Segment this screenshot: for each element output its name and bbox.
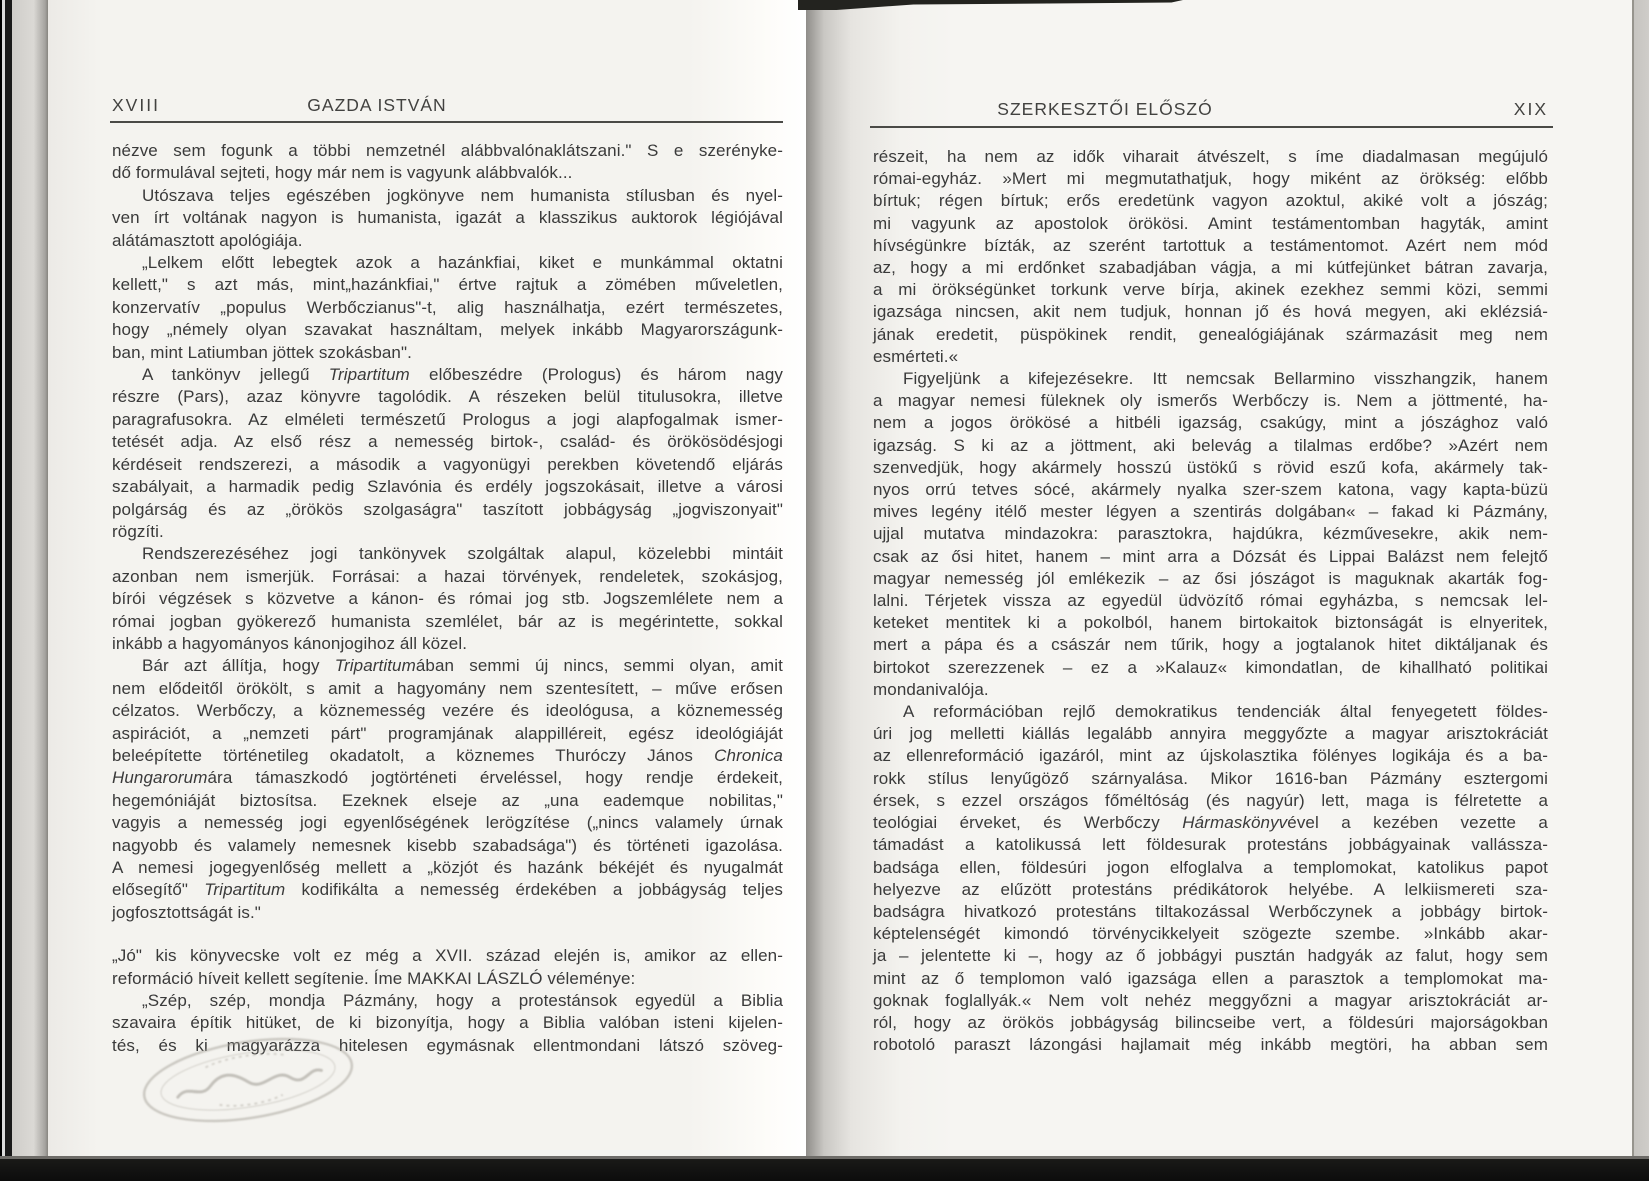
paragraph xyxy=(112,140,783,185)
text-line: Figyeljünk a kifejezésekre. Itt nemcsak Bellarmino visszhangzik, hanem xyxy=(903,369,1548,389)
text-line: az, hogy a mi erdőnket szabadjában vágja, a mi kútfejünket bátran zavarja, xyxy=(873,258,1548,278)
text-line: római-egyház. »Mert mi megmutathatjuk, hogy miként az örökség: előbb xyxy=(873,169,1548,189)
text-line: rögzíti. xyxy=(112,521,164,541)
text-line: a mi örökségünket torkunk verve bírja, akinek ezekhez semmi közi, semmi xyxy=(873,280,1548,300)
right-running-title: SZERKESZTŐI ELŐSZÓ xyxy=(997,99,1213,119)
text-line: mi vagyunk az apostolok örökösi. Amint testámentomban hagyták, amint xyxy=(873,213,1548,233)
text-line: részre (Pars), azaz könyvre tagolódik. A részeken belül titulusokra, illetve xyxy=(112,387,783,407)
text-line: goknak foglallyák.« Nem volt nehéz meggyőzni a magyar arisztokráciát ar- xyxy=(873,990,1548,1010)
text-line: szavaira építik hitüket, de ki bizonyítja, hogy a Biblia valóban isteni kijelen- xyxy=(112,1013,783,1033)
text-line: Rendszerezéséhez jogi tankönyvek szolgáltak alapul, közelebbi mintáit xyxy=(142,544,783,564)
text-line: az ellenreformáció igazáról, mint az újskolasztika fölényes logikája és a ba- xyxy=(873,746,1548,766)
text-line: részeit, ha nem az idők viharait átvészelt, s íme diadalmasan megújuló xyxy=(873,147,1548,166)
text-line: hogy „némely olyan szavakat használtam, melyek inkább Magyarországunk- xyxy=(112,320,783,340)
text-line: mint az ő templomon való igazsága ellen a parasztok a templomokat ma- xyxy=(873,968,1548,988)
text-line: lalni. Térjetek vissza az egyedül üdvözítő római egyházba, s nemcsak lel- xyxy=(873,591,1548,611)
text-line: „Szép, szép, mondja Pázmány, hogy a protestánsok egyedül a Biblia xyxy=(142,991,783,1011)
text-line: inkább a hagyományos kánonjogihoz áll közel. xyxy=(112,633,468,653)
text-line: ujjal mutatva mindazokra: parasztokra, hajdúkra, kézművesekre, akik nem- xyxy=(873,524,1548,544)
text-line: alátámasztott apológiája. xyxy=(112,230,303,250)
paragraph xyxy=(112,185,783,252)
text-line: a magyar nemesi füleknek oly ismerős Werbőczy is. Nem a jöttmenté, ha- xyxy=(873,391,1548,411)
left-header-rule xyxy=(110,121,783,123)
text-line: keteket mentitek ki a pokolból, hanem birtokaitok biztonságát is elnyeritek, xyxy=(873,613,1548,633)
paragraph xyxy=(873,146,1548,368)
text-line: birtokot szerezzenek – ez a »Kalauz« kimondatlan, de kihallható politikai xyxy=(873,657,1548,677)
text-line: tetését adja. Az első rész a nemesség birtok-, család- és örökösödésjogi xyxy=(112,432,783,452)
text-line: képtelenségét kimondó törvénycikkelyeit szögezte szembe. »Inkább akar- xyxy=(873,924,1548,944)
page-stack-edge xyxy=(12,0,48,1158)
text-line: badságra hivatkozó protestáns tiltakozással Werbőczynek a jobbágy birtok- xyxy=(873,901,1548,921)
text-line: magyar nemesség jól emlékezik – az ősi jószágot is maguknak akarták fog- xyxy=(873,568,1548,588)
text-line: nem elődeitől örökölt, s amit a hagyomány nem szentesített, – műve erősen xyxy=(112,678,783,698)
text-line: Utószava teljes egészében jogkönyve nem humanista stílusban és nyel- xyxy=(142,185,783,205)
text-line: bírtuk; régen bírtuk; erős eredetünk vagyon azoktul, akiké volt a jószág; xyxy=(873,191,1548,211)
text-line: helyezve az elűzött protestáns prédikátorok helyébe. A lelkiismereti sza- xyxy=(873,879,1548,899)
text-line: nagyobb és valamely nemesnek kisebb szabadsága") és történeti igazolása. xyxy=(112,835,783,855)
text-line: csak az ősi hitet, hanem – mint arra a Dózsát és Lippai Balázst nem felejtő xyxy=(873,546,1548,566)
text-line: hívségünkre bízták, az szerént tartottuk a testámentomot. Azért nem mód xyxy=(873,235,1548,255)
text-line: „Jó" kis könyvecske volt ez még a XVII. század elején is, amikor az ellen- xyxy=(112,946,783,966)
right-page-text xyxy=(873,146,1548,1056)
text-line: bírói végzések s közvetve a kánon- és római jog stb. Jogszemlélete nem a xyxy=(112,589,783,609)
right-page-number: XIX xyxy=(1513,99,1548,119)
text-line: mondanivalója. xyxy=(873,679,989,699)
text-line: ja – jelentette ki –, hogy az ő jobbágyi pusztán hadgyák az falut, hogy sem xyxy=(873,946,1548,966)
text-line: ban, mint Latiumban jöttek szokásban". xyxy=(112,342,412,362)
text-line: vagyis a nemesség jogi egyenlőségének lerögzítése („nincs valamely úrnak xyxy=(112,813,783,833)
text-line: nyos orrú tetves sócé, akármely nyalka szer-szem katona, vagy kapta-büzü xyxy=(873,480,1548,500)
text-line: nézve sem fogunk a többi nemzetnél alábbvalónaklátszani." S e szerényke- xyxy=(112,141,783,160)
text-line: A reformációban rejlő demokratikus tendenciák által fenyegetett földes- xyxy=(903,702,1548,722)
text-line: rokk stílus lenyűgöző szárnyalása. Mikor 1616-ban Pázmány esztergomi xyxy=(873,768,1548,788)
text-line: szabályait, a harmadik pedig Szlavónia és erdély jogszokásait, illetve a városi xyxy=(112,477,783,497)
text-line: reformáció híveit kellett segítenie. Íme MAKKAI LÁSZLÓ véleménye: xyxy=(112,968,636,988)
paragraph xyxy=(112,252,783,364)
left-running-title: GAZDA ISTVÁN xyxy=(307,95,447,115)
text-line: igazság. S ki az a jöttment, aki belevág a tilalmas erdőbe? »Azért nem xyxy=(873,435,1548,455)
text-line: jogfosztottságát is." xyxy=(112,902,261,922)
scan-bottom-dark-edge xyxy=(0,1156,1649,1181)
text-line: ven írt voltának nagyon is humanista, igazát a klasszikus auktorok légiójával xyxy=(112,208,783,228)
text-line: beleépítette történetileg okadatolt, a köznemes Thuróczy János Chronica xyxy=(112,745,783,765)
text-line: jának eredetit, püspökinek rendit, genealógiájának származásit meg nem xyxy=(873,324,1548,344)
text-line: polgárság és az „örökös szolgaságra" taszított jobbágyság „jogviszonyait" xyxy=(112,499,783,519)
scan-right-edge xyxy=(1632,0,1649,1158)
text-line: konzervatív „populus Werbőczianus"-t, alig használhatja, ezért természetes, xyxy=(112,297,783,317)
text-line: támadást a katolikussá lett földesurak protestáns jobbágyainak vallássza- xyxy=(873,835,1548,855)
text-line: mert a pápa és a császár nem tűrik, hogy a jogtalanok hitet diktáljanak és xyxy=(873,635,1548,655)
text-line: kellett," s azt más, mint„hazánkfiai," értve rajtuk a zömében műveletlen, xyxy=(112,275,783,295)
text-line: aspirációt, a „nemzeti párt" programjának alappilléreit, egész ideológiáját xyxy=(112,723,783,743)
paragraph xyxy=(112,364,783,543)
text-line: szenvedjük, hogy akármely hosszú üstökű s rövid eszű kofa, akármely tak- xyxy=(873,457,1548,477)
left-page-text xyxy=(112,140,783,1057)
right-header-rule xyxy=(870,126,1553,128)
text-line: azonban nem ismerjük. Forrásai: a hazai törvények, rendeletek, szokásjog, xyxy=(112,566,783,586)
paragraph xyxy=(873,368,1548,701)
text-line: Hungarorumára támaszkodó jogtörténeti érveléssel, hogy rendje érdekeit, xyxy=(112,768,783,788)
paragraph xyxy=(873,701,1548,1056)
text-line: robotoló paraszt lázongási hajlamait még inkább megtöri, ha abban sem xyxy=(873,1035,1548,1055)
text-line: igazsága nincsen, akit nem tudjuk, honnan jő és hová megyen, aki eklézsiá- xyxy=(873,302,1548,322)
text-line: mives legény itélő mester légyen a szentirás dolgában« – fakad ki Pázmány, xyxy=(873,502,1548,522)
text-line: badsága ellen, földesúri jogon elfoglalva a templomokat, katolikus papot xyxy=(873,857,1548,877)
text-line: római jogban gyökerező humanista szemlélet, bár az is megérintette, sokkal xyxy=(112,611,783,631)
paragraph xyxy=(112,945,783,990)
text-line: úri jog melletti kiállás legalább annyira meggyőzte a magyar arisztokráciát xyxy=(873,724,1548,744)
text-line: célzatos. Werbőczy, a köznemesség vezére és ideológusa, a köznemesség xyxy=(112,701,783,721)
text-line: elősegítő" Tripartitum kodifikálta a nemesség érdekében a jobbágyság teljes xyxy=(112,880,783,900)
text-line: dő formulával sejteti, hogy már nem is vagyunk alábbvalók... xyxy=(112,163,573,183)
text-line: kérdéseit rendszerezi, a második a vagyonügyi perekben követendő eljárás xyxy=(112,454,783,474)
paragraph xyxy=(112,655,783,924)
text-line: esmérteti.« xyxy=(873,346,959,366)
left-page-number: XVIII xyxy=(112,95,160,115)
paragraph xyxy=(112,543,783,655)
text-line: „Lelkem előtt lebegtek azok a hazánkfiai, kiket e munkámmal oktatni xyxy=(142,253,783,273)
text-line: teológiai érveket, és Werbőczy Hármaskönyvével a kezében vezette a xyxy=(873,813,1548,833)
text-line: érsek, s ezzel országos főméltóság (és nagyúr) lett, maga is félretette a xyxy=(873,790,1548,810)
text-line: hegemóniáját biztosítsa. Ezeknek elseje az „una eademque nobilitas," xyxy=(112,790,783,810)
text-line: ról, hogy az örökös jobbágyság bilincseibe vert, a földesúri majorságokban xyxy=(873,1012,1548,1032)
text-line: A tankönyv jellegű Tripartitum előbeszédre (Prologus) és három nagy xyxy=(142,365,783,385)
text-line: nem a jogos örökösé a hitbéli igazság, csakúgy, mint a jószághoz való xyxy=(873,413,1548,433)
text-line: paragrafusokra. Az elméleti természetű Prologus a jogi alapfogalmak ismer- xyxy=(112,409,783,429)
text-line: tés, és ki magyarázza hitelesen egymásnak ellentmondani látszó szöveg- xyxy=(112,1035,783,1055)
text-line: Bár azt állítja, hogy Tripartitumában semmi új nincs, semmi olyan, amit xyxy=(142,656,784,676)
scan-left-dark-edge xyxy=(0,0,12,1181)
text-line: A nemesi jogegyenlőség mellett a „közjót és hazánk békéjét és nyugalmát xyxy=(112,858,783,877)
